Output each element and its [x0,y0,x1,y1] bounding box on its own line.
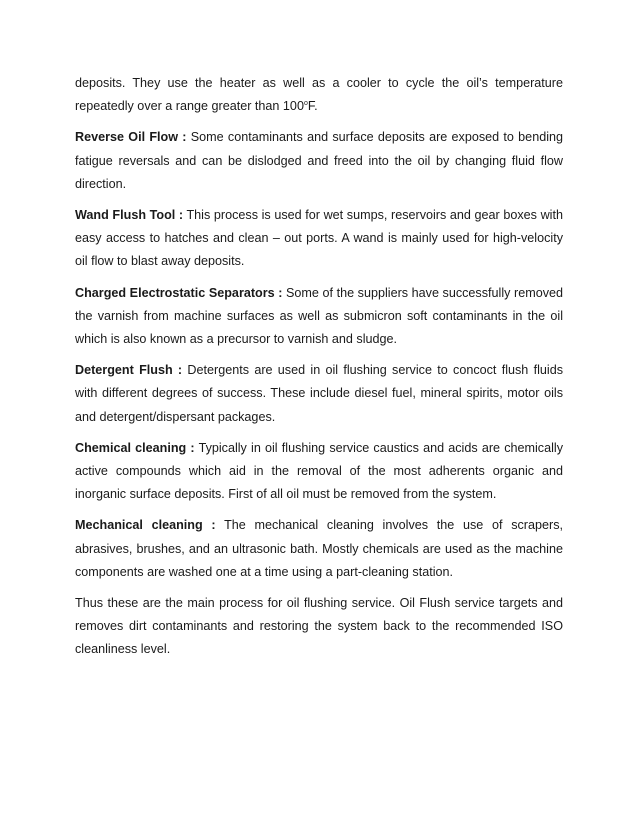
paragraph-text: deposits. They use the heater as well as a cooler to cycle the oil’s temperature repeatedly over a range greater than 100 [75,76,563,114]
paragraph-text: Some contaminants and surface deposits are exposed to bending fatigue reversals and can be dislodged and freed into the oil by changing fluid flow direction. [75,130,564,191]
paragraph-text: The mechanical cleaning involves the use of scrapers, abrasives, brushes, and an ultrasonic bath. Mostly chemicals are used as the machine components are washed one at a time using a part-cleaning station. [75,518,563,579]
paragraph-text: Typically in oil flushing service caustics and acids are chemically active compounds which aid in the removal of the most adherents organic and inorganic surface deposits. First of all oil must be removed from the system. [75,440,563,502]
paragraph-mechanical-cleaning [75,514,563,584]
paragraph-chemical-cleaning [75,437,563,507]
paragraph-term: Mechanical cleaning : [75,518,216,533]
paragraph-reverse-oil-flow [75,126,563,196]
paragraph-intro [75,72,563,118]
degree-superscript: o [303,100,308,108]
paragraph-wand-flush-tool [75,204,563,274]
paragraph-text: This process is used for wet sumps, reservoirs and gear boxes with easy access to hatches and clean – out ports. A wand is mainly used for high-velocity oil flow to blast away deposits. [75,208,563,269]
paragraph-term: Reverse Oil Flow : [75,130,187,145]
paragraph-term: Wand Flush Tool : [75,208,184,223]
document-page [75,72,563,670]
paragraph-charged-electrostatic-separators [75,282,563,352]
paragraph-term: Detergent Flush : [75,363,183,378]
paragraph-text: Thus these are the main process for oil flushing service. Oil Flush service targets and removes dirt contaminants and restoring the system back to the recommended ISO cleanliness level. [75,596,563,657]
paragraph-term: Charged Electrostatic Separators : [75,285,283,300]
paragraph-detergent-flush [75,359,563,429]
paragraph-text: Some of the suppliers have successfully removed the varnish from machine surfaces as well as submicron soft contaminants in the oil which is also known as a precursor to varnish and sludge. [75,285,563,347]
paragraph-text: Detergents are used in oil flushing service to concoct flush fluids with different degrees of success. These include diesel fuel, mineral spirits, motor oils and detergent/dispersant packages. [75,363,563,424]
paragraph-text-after: F. [307,99,318,114]
paragraph-conclusion [75,592,563,662]
paragraph-term: Chemical cleaning : [75,440,195,455]
